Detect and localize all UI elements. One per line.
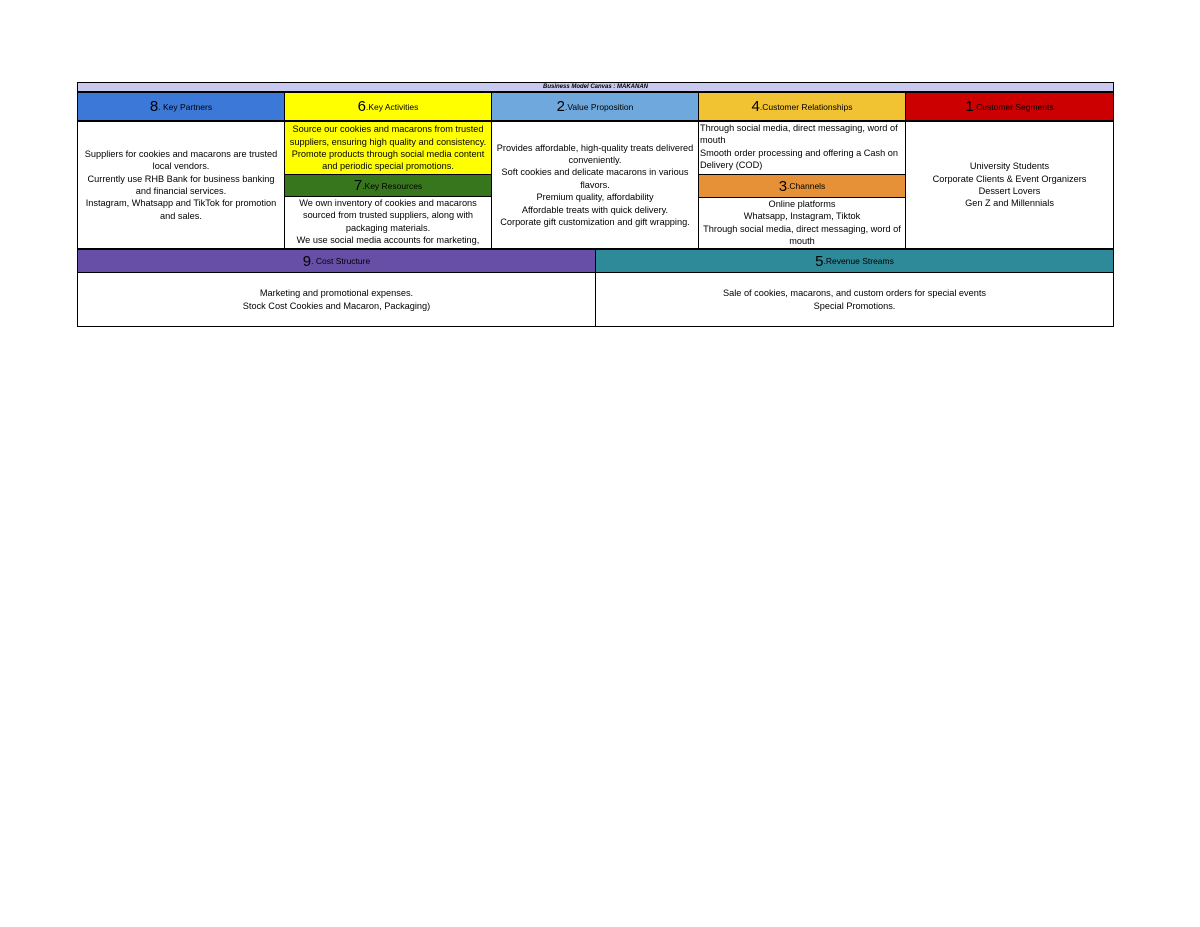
value-proposition-body — [491, 121, 699, 249]
revenue-streams-number: 5 — [815, 252, 824, 270]
value-proposition-line: Corporate gift customization and gift wrapping. — [500, 217, 690, 228]
key-activities-header — [284, 92, 492, 121]
key-partners-label: . Key Partners — [158, 101, 213, 112]
key-partners-line: Instagram, Whatsapp and TikTok for promotion and sales. — [85, 198, 277, 221]
key-partners-header — [77, 92, 285, 121]
channels-label: .Channels — [787, 181, 826, 191]
key-activities-number: 6 — [357, 98, 366, 115]
customer-relationships-number: 4 — [751, 98, 760, 115]
revenue-streams-header — [595, 249, 1114, 273]
customer-segments-number: 1 — [965, 98, 974, 115]
channels-header — [698, 174, 906, 198]
business-model-canvas — [77, 82, 1114, 327]
value-proposition-line: Provides affordable, high-quality treats delivered conveniently. — [496, 142, 694, 165]
key-resources-line: We own inventory of cookies and macarons sourced from trusted suppliers, along with packaging materials. — [299, 198, 477, 233]
cost-structure-label: . Cost Structure — [311, 256, 371, 266]
customer-segments-body — [905, 121, 1114, 249]
revenue-streams-line: Special Promotions. — [813, 300, 896, 311]
key-resources-number: 7 — [353, 177, 363, 194]
key-activities-line: Source our cookies and macarons from trusted suppliers, ensuring high quality and consistency. — [289, 124, 487, 147]
customer-segments-line: Dessert Lovers — [978, 186, 1041, 196]
customer-relationships-line: Through social media, direct messaging, word of mouth — [700, 123, 898, 146]
customer-segments-label: .Customer Segments — [973, 101, 1054, 112]
cost-structure-header — [77, 249, 596, 273]
customer-relationships-line: Smooth order processing and offering a Cash on Delivery (COD) — [700, 147, 898, 171]
cost-structure-number: 9 — [302, 252, 312, 270]
canvas-title: Business Model Canvas : MAKANAN — [77, 82, 1114, 92]
cost-structure-line: Marketing and promotional expenses. — [259, 288, 414, 299]
customer-relationships-header — [698, 92, 906, 121]
value-proposition-line: Affordable treats with quick delivery. — [521, 204, 669, 215]
channels-number: 3 — [778, 177, 788, 195]
customer-segments-line: University Students — [969, 161, 1050, 172]
value-proposition-line: Soft cookies and delicate macarons in various flavors. — [501, 167, 689, 190]
customer-segments-line: Gen Z and Millennials — [965, 198, 1054, 209]
revenue-streams-body — [595, 272, 1114, 327]
channels-line: Through social media, direct messaging, word of mouth — [703, 223, 901, 247]
cost-structure-line: Stock Cost Cookies and Macaron, Packaging) — [242, 300, 431, 311]
channels-body — [698, 197, 906, 249]
key-partners-line: Suppliers for cookies and macarons are trusted local vendors. — [84, 148, 278, 172]
key-resources-header — [284, 174, 492, 197]
customer-relationships-label: .Customer Relationships — [759, 101, 853, 112]
customer-segments-line: Corporate Clients & Event Organizers — [932, 173, 1087, 184]
key-activities-line: Promote products through social media content and periodic special promotions. — [291, 149, 485, 172]
revenue-streams-line: Sale of cookies, macarons, and custom orders for special events — [723, 288, 986, 299]
key-partners-line: Currently use RHB Bank for business banking and financial services. — [87, 173, 275, 196]
key-activities-body — [284, 121, 492, 175]
cost-structure-body — [77, 272, 596, 327]
key-resources-label: .Key Resources — [362, 180, 423, 191]
key-partners-body — [77, 121, 285, 249]
key-resources-body — [284, 196, 492, 249]
revenue-streams-label: .Revenue Streams — [823, 256, 894, 266]
key-partners-number: 8 — [149, 98, 159, 115]
key-resources-line: We use social media accounts for marketing, — [296, 235, 480, 246]
value-proposition-header — [491, 92, 699, 121]
value-proposition-line: Premium quality, affordability — [536, 192, 654, 203]
channels-line: Whatsapp, Instagram, Tiktok — [743, 211, 861, 222]
customer-relationships-body — [698, 121, 906, 175]
value-proposition-number: 2 — [556, 98, 565, 115]
value-proposition-label: .Value Proposition — [564, 101, 634, 112]
customer-segments-header — [905, 92, 1114, 121]
key-activities-label: .Key Activities — [365, 101, 419, 112]
channels-line: Online platforms — [768, 199, 836, 209]
